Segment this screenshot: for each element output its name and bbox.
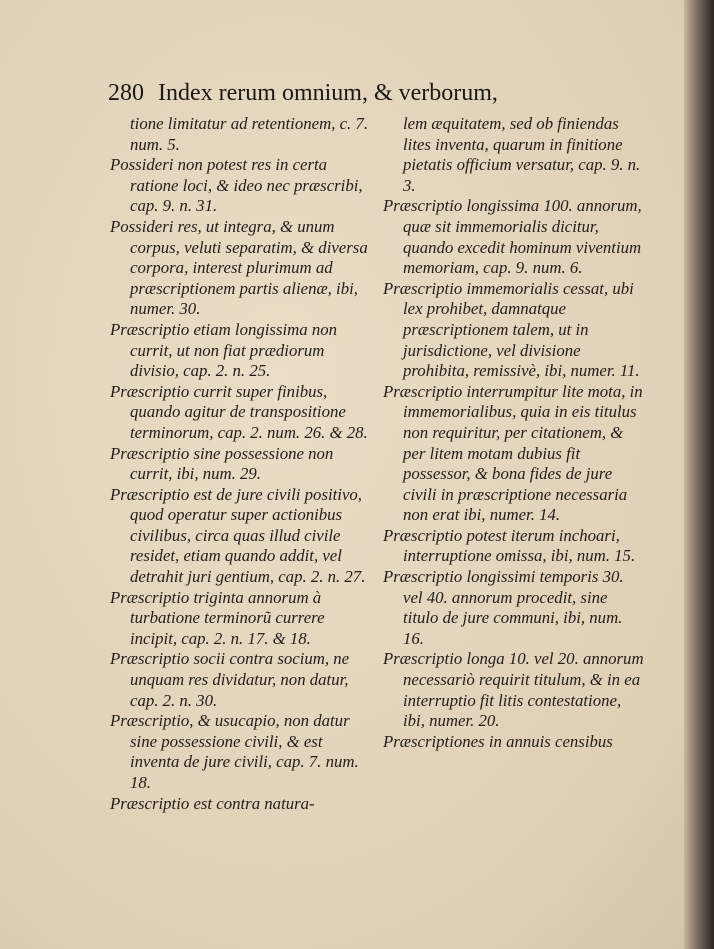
index-entry: Præscriptio longissimi temporis 30. vel 40. annorum procedit, sine titulo de jure communi, ibi, num. 16. — [383, 567, 624, 648]
index-entry: Præscriptio currit super finibus, quando agitur de transpositione terminorum, cap. 2. num. 26. & 28. — [110, 381, 368, 442]
page-number: 280 — [108, 80, 144, 106]
index-entry: Præscriptio potest iterum inchoari, interruptione omissa, ibi, num. 15. — [383, 525, 636, 566]
index-entry: Præscriptio sine possessione non currit, ibi, num. 29. — [110, 443, 334, 484]
right-column — [383, 114, 645, 752]
index-entry: tione limitatur ad retentionem, c. 7. num. 5. — [130, 114, 369, 154]
index-entry: Possideri res, ut integra, & unum corpus, veluti separatim, & diversa corpora, interest plurimum ad præscriptionem partis alienæ, ibi, numer. 30. — [110, 216, 368, 319]
running-header — [108, 80, 578, 107]
index-entry: Præscriptio socii contra socium, ne unquam res dividatur, non datur, cap. 2. n. 30. — [110, 649, 350, 710]
index-entry: Præscriptio est contra natura- — [110, 793, 315, 813]
left-column — [110, 114, 372, 814]
index-entry: Possideri non potest res in certa ratione loci, & ideo nec præscribi, cap. 9. n. 31. — [110, 155, 363, 216]
index-entry: Præscriptiones in annuis censibus — [383, 731, 613, 751]
header-title: Index rerum omnium, & verborum, — [158, 80, 498, 106]
index-entry: Præscriptio immemorialis cessat, ubi lex prohibet, damnatque præscriptionem talem, ut in jurisdictione, vel divisione prohibita, remissivè, ibi, numer. 11. — [383, 278, 640, 381]
index-entry: lem æquitatem, sed ob finiendas lites inventa, quarum in finitione pietatis officium versatur, cap. 9. n. 3. — [403, 114, 641, 195]
index-entry: Præscriptio longissima 100. annorum, quæ sit immemorialis dicitur, quando excedit hominum viventium memoriam, cap. 9. num. 6. — [383, 196, 642, 278]
index-entry: Præscriptio longa 10. vel 20. annorum necessariò requirit titulum, & in ea interruptio fit litis contestatione, ibi, numer. 20. — [383, 649, 644, 731]
index-entry: Præscriptio, & usucapio, non datur sine possessione civili, & est inventa de jure civili, cap. 7. num. 18. — [110, 711, 359, 792]
index-entry: Præscriptio interrumpitur lite mota, in immemorialibus, quia in eis titulus non requiritur, per citationem, & per litem motam dubius fit possessor, & bona fides de jure civili in præscriptione necessaria non erat ibi, numer. 14. — [383, 381, 643, 525]
index-entry: Præscriptio est de jure civili positivo, quod operatur super actionibus civilibus, circa quas illud civile residet, etiam quando addit, vel detrahit juri gentium, cap. 2. n. 27. — [110, 484, 366, 587]
index-entry: Præscriptio triginta annorum à turbatione terminorũ currere incipit, cap. 2. n. 17. & 18. — [110, 587, 325, 648]
index-entry: Præscriptio etiam longissima non currit, ut non fiat prædiorum divisio, cap. 2. n. 25. — [110, 319, 338, 381]
page-edge-shadow — [684, 0, 714, 949]
